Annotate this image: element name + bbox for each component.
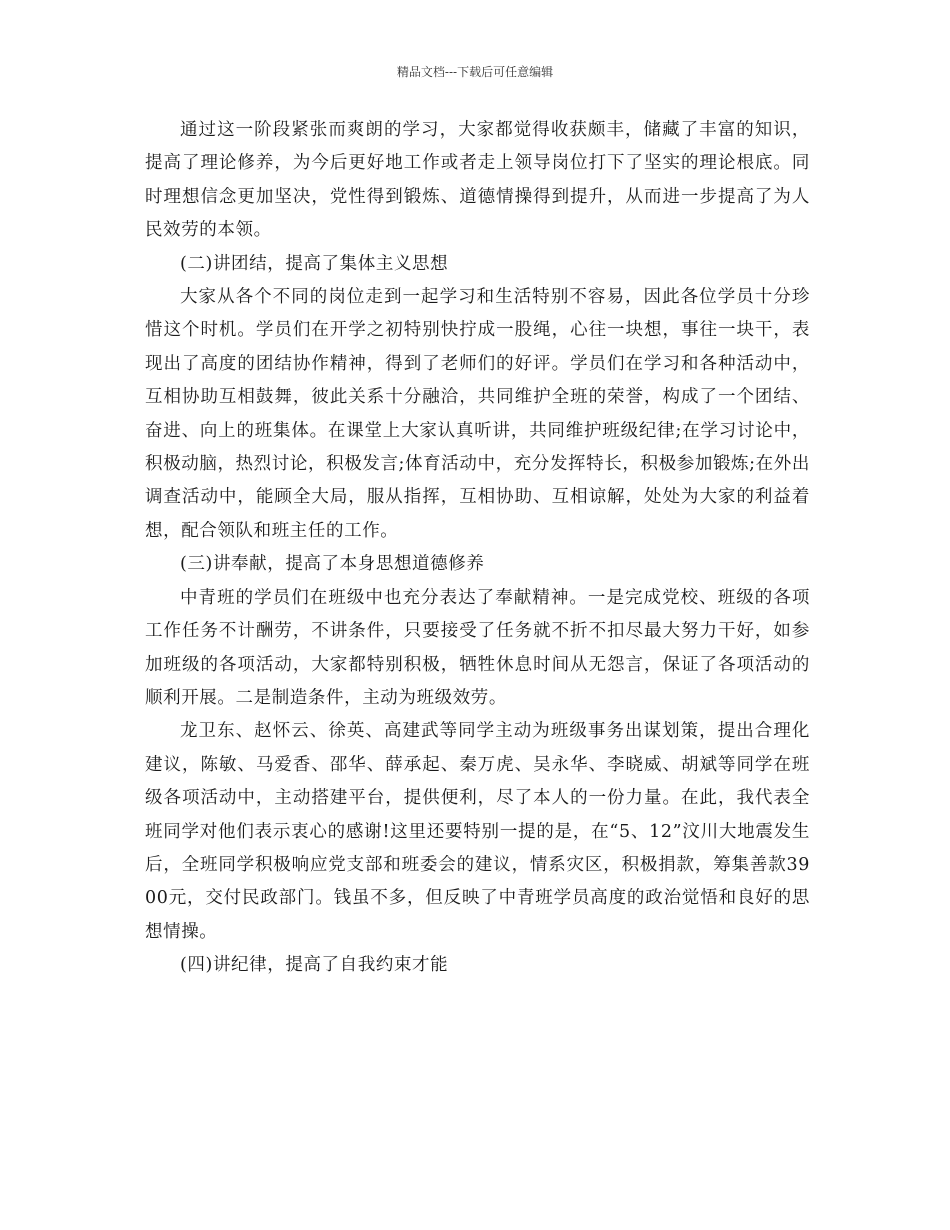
document-body [145, 114, 810, 983]
paragraph-study-gains: 通过这一阶段紧张而爽朗的学习，大家都觉得收获颇丰，储藏了丰富的知识，提高了理论修养，为今后更好地工作或者走上领导岗位打下了坚实的理论根底。同时理想信念更加坚决，党性得到锻炼、道德情操得到提升，从而进一步提高了为人民效劳的本领。 [145, 120, 810, 241]
section-heading-discipline: (四)讲纪律，提高了自我约束才能 [180, 955, 449, 976]
paragraph-unity: 大家从各个不同的岗位走到一起学习和生活特别不容易，因此各位学员十分珍惜这个时机。学员们在开学之初特别快拧成一股绳，心往一块想，事往一块干，表现出了高度的团结协作精神，得到了老师们的好评。学员们在学习和各种活动中，互相协助互相鼓舞，彼此关系十分融洽，共同维护全班的荣誉，构成了一个团结、奋进、向上的班集体。在课堂上大家认真听讲，共同维护班级纪律;在学习讨论中，积极动脑，热烈讨论，积极发言;体育活动中，充分发挥特长，积极参加锻炼;在外出调查活动中，能顾全大局，服从指挥，互相协助、互相谅解，处处为大家的利益着想，配合领队和班主任的工作。 [145, 287, 810, 541]
section-heading-unity: (二)讲团结，提高了集体主义思想 [180, 253, 449, 274]
page-header: 精品文档---下载后可任意编辑 [396, 65, 554, 79]
section-heading-dedication: (三)讲奉献，提高了本身思想道德修养 [180, 554, 485, 575]
paragraph-acknowledgements: 龙卫东、赵怀云、徐英、高建武等同学主动为班级事务出谋划策，提出合理化建议，陈敏、马爱香、邵华、薛承起、秦万虎、吴永华、李晓威、胡斌等同学在班级各项活动中，主动搭建平台，提供便利，尽了本人的一份力量。在此，我代表全班同学对他们表示衷心的感谢!这里还要特别一提的是，在“5、12”汶川大地震发生后，全班同学积极响应党支部和班委会的建议，情系灾区，积极捐款，筹集善款3900元，交付民政部门。钱虽不多，但反映了中青班学员高度的政治觉悟和良好的思想情操。 [145, 721, 810, 942]
paragraph-dedication: 中青班的学员们在班级中也充分表达了奉献精神。一是完成党校、班级的各项工作任务不计酬劳，不讲条件，只要接受了任务就不折不扣尽最大努力干好，如参加班级的各项活动，大家都特别积极，牺牲休息时间从无怨言，保证了各项活动的顺利开展。二是制造条件，主动为班级效劳。 [145, 587, 810, 708]
